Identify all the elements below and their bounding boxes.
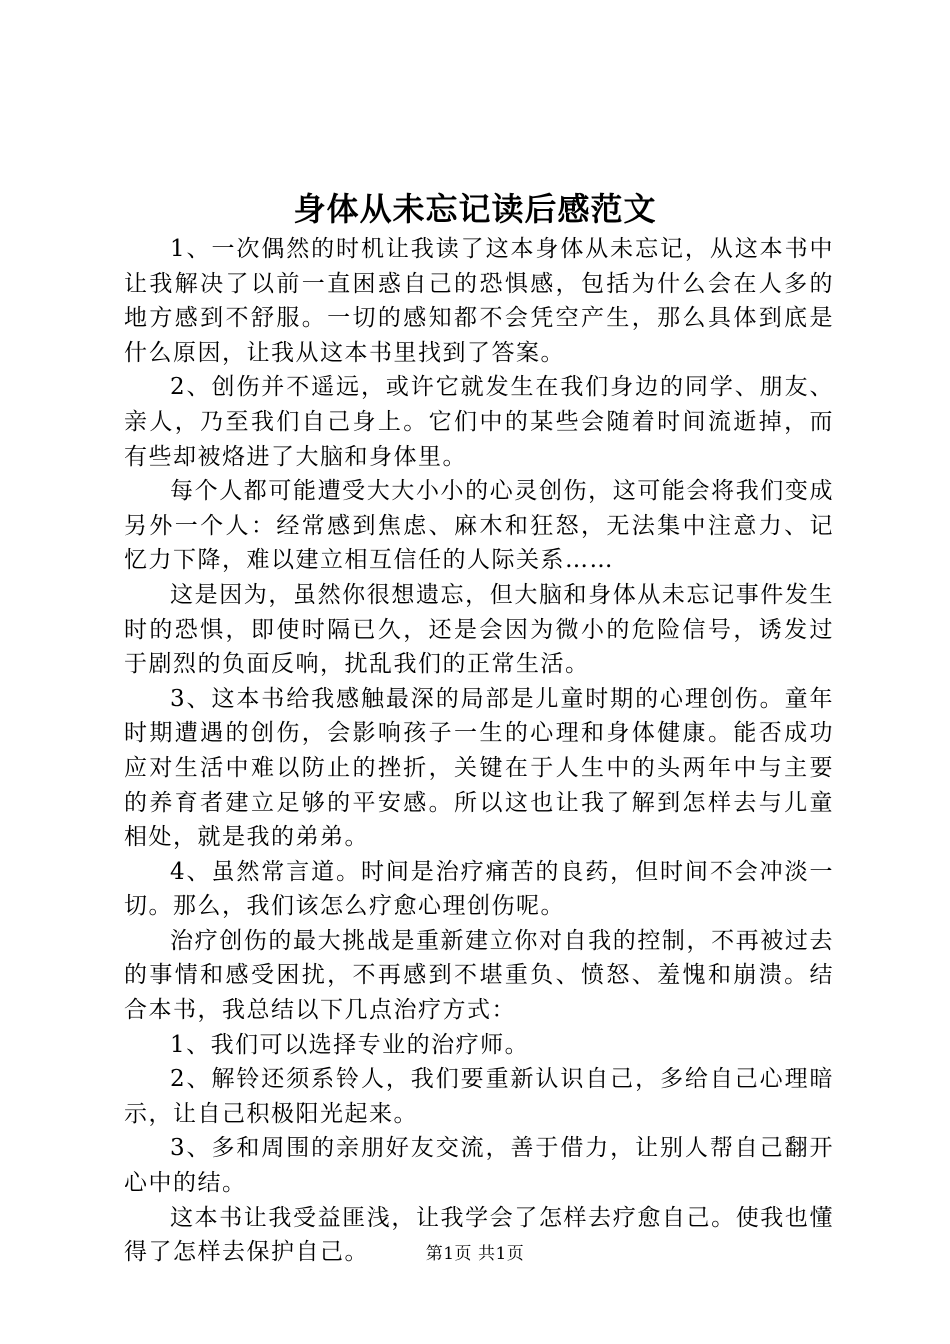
paragraph: 1、一次偶然的时机让我读了这本身体从未忘记，从这本书中让我解决了以前一直困惑自己的恐惧感，包括为什么会在人多的地方感到不舒服。一切的感知都不会凭空产生，那么具体到底是什么原因，让我从这本书里找到了答案。 — [124, 236, 834, 366]
paragraph: 1、我们可以选择专业的治疗师。 — [170, 1031, 530, 1058]
paragraph: 这本书让我受益匪浅，让我学会了怎样去疗愈自己。使我也懂得了怎样去保护自己。 — [124, 1204, 834, 1266]
page-number-footer: 第1页 共1页 — [425, 1244, 525, 1264]
document-title: 身体从未忘记读后感范文 — [293, 190, 657, 228]
paragraph: 3、这本书给我感触最深的局部是儿童时期的心理创伤。童年时期遭遇的创伤，会影响孩子一生的心理和身体健康。能否成功应对生活中难以防止的挫折，关键在于人生中的头两年中与主要的养育者建立足够的平安感。所以这也让我了解到怎样去与儿童相处，就是我的弟弟。 — [124, 685, 834, 851]
paragraph: 每个人都可能遭受大大小小的心灵创伤，这可能会将我们变成另外一个人：经常感到焦虑、麻木和狂怒，无法集中注意力、记忆力下降，难以建立相互信任的人际关系…… — [124, 478, 834, 574]
paragraph: 3、多和周围的亲朋好友交流，善于借力，让别人帮自己翻开心中的结。 — [124, 1135, 834, 1197]
paragraph: 2、创伤并不遥远，或许它就发生在我们身边的同学、朋友、亲人，乃至我们自己身上。它们中的某些会随着时间流逝掉，而有些却被烙进了大脑和身体里。 — [124, 374, 834, 470]
paragraph: 2、解铃还须系铃人，我们要重新认识自己，多给自己心理暗示，让自己积极阳光起来。 — [124, 1066, 834, 1127]
paragraph: 这是因为，虽然你很想遗忘，但大脑和身体从未忘记事件发生时的恐惧，即使时隔已久，还是会因为微小的危险信号，诱发过于剧烈的负面反响，扰乱我们的正常生活。 — [124, 581, 834, 678]
paragraph: 4、虽然常言道。时间是治疗痛苦的良药，但时间不会冲淡一切。那么，我们该怎么疗愈心理创伤呢。 — [124, 858, 834, 920]
document-body — [124, 232, 834, 1270]
paragraph: 治疗创伤的最大挑战是重新建立你对自我的控制，不再被过去的事情和感受困扰，不再感到不堪重负、愤怒、羞愧和崩溃。结合本书，我总结以下几点治疗方式： — [124, 927, 834, 1024]
